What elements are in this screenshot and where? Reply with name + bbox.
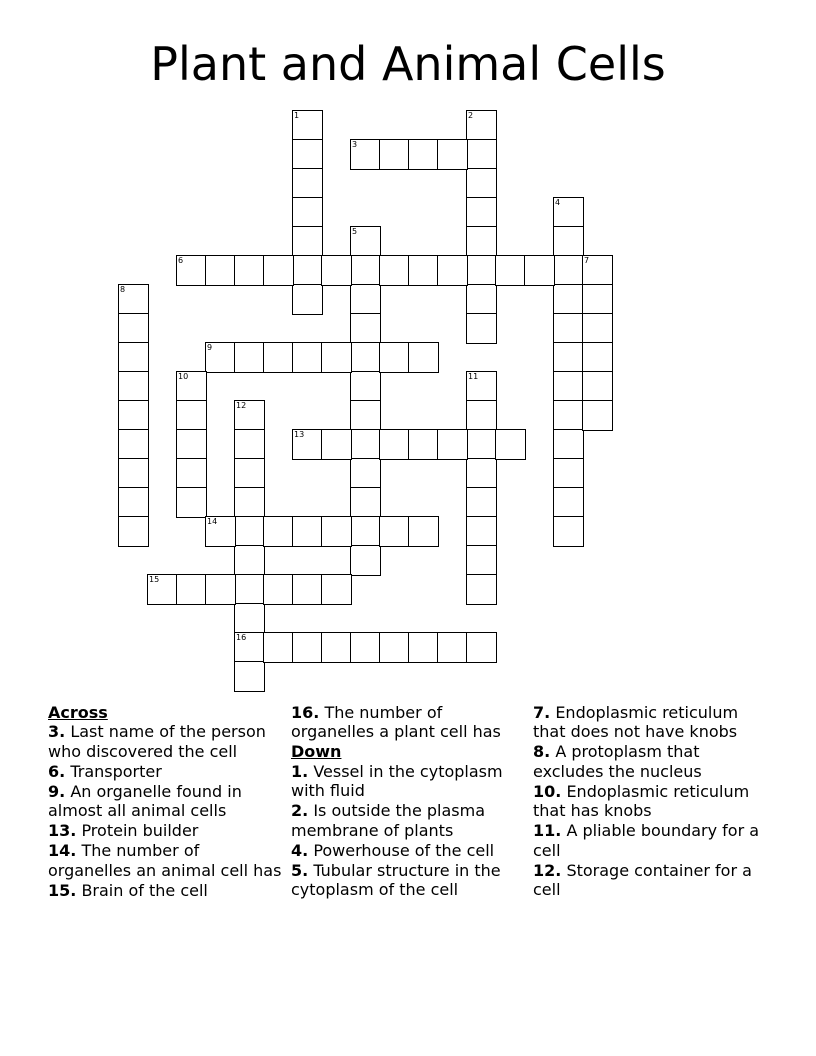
clue-down-12: 12. Storage container for a cell bbox=[533, 860, 752, 900]
grid-cell[interactable] bbox=[292, 139, 323, 170]
grid-cell[interactable] bbox=[466, 168, 497, 199]
grid-cell[interactable] bbox=[466, 545, 497, 576]
grid-cell[interactable] bbox=[466, 226, 497, 257]
grid-cell[interactable] bbox=[321, 632, 352, 663]
grid-cell[interactable] bbox=[466, 458, 497, 489]
clue-down-2: 2. Is outside the plasma membrane of plants bbox=[291, 801, 485, 840]
grid-cell[interactable] bbox=[350, 545, 381, 576]
grid-cell[interactable] bbox=[466, 110, 497, 141]
grid-cell[interactable] bbox=[292, 574, 323, 605]
grid-cell[interactable] bbox=[495, 429, 526, 460]
grid-cell[interactable] bbox=[292, 226, 323, 257]
grid-cell[interactable] bbox=[321, 429, 352, 460]
grid-cell[interactable] bbox=[292, 516, 323, 547]
grid-cell[interactable] bbox=[205, 255, 236, 286]
grid-cell[interactable] bbox=[582, 371, 613, 402]
grid-cell[interactable] bbox=[553, 371, 584, 402]
grid-cell[interactable] bbox=[263, 255, 294, 286]
grid-cell[interactable] bbox=[118, 371, 149, 402]
grid-cell[interactable] bbox=[118, 313, 149, 344]
grid-cell[interactable] bbox=[350, 284, 381, 315]
grid-number: 8 bbox=[120, 285, 126, 294]
grid-cell[interactable] bbox=[466, 400, 497, 431]
grid-cell[interactable] bbox=[321, 574, 352, 605]
grid-number: 1 bbox=[294, 111, 300, 120]
grid-cell[interactable] bbox=[263, 574, 294, 605]
grid-number: 7 bbox=[584, 256, 590, 265]
grid-cell[interactable] bbox=[553, 226, 584, 257]
grid-cell[interactable] bbox=[321, 516, 352, 547]
grid-cell[interactable] bbox=[408, 255, 439, 286]
grid-cell[interactable] bbox=[234, 458, 265, 489]
clues-column-3 bbox=[533, 703, 769, 900]
grid-cell[interactable] bbox=[350, 313, 381, 344]
grid-number: 5 bbox=[352, 227, 358, 236]
grid-cell[interactable] bbox=[379, 255, 410, 286]
grid-cell[interactable] bbox=[118, 516, 149, 547]
grid-cell[interactable] bbox=[234, 661, 265, 692]
grid-cell[interactable] bbox=[234, 574, 265, 605]
grid-cell[interactable] bbox=[379, 516, 410, 547]
grid-cell[interactable] bbox=[118, 429, 149, 460]
clue-down-10: 10. Endoplasmic reticulum that has knobs bbox=[533, 781, 750, 821]
grid-cell[interactable] bbox=[350, 139, 381, 170]
grid-cell[interactable] bbox=[234, 400, 265, 431]
grid-number: 16 bbox=[236, 633, 247, 642]
grid-cell[interactable] bbox=[466, 255, 497, 286]
grid-cell[interactable] bbox=[176, 487, 207, 518]
grid-cell[interactable] bbox=[466, 284, 497, 315]
grid-number: 3 bbox=[352, 140, 358, 149]
clue-across-3: 3. Last name of the person who discovered the cell bbox=[48, 722, 266, 761]
clue-down-8: 8. A protoplasm that excludes the nucleus bbox=[533, 742, 702, 781]
grid-cell[interactable] bbox=[466, 313, 497, 344]
grid-cell[interactable] bbox=[379, 342, 410, 373]
grid-cell[interactable] bbox=[292, 632, 323, 663]
grid-cell[interactable] bbox=[582, 342, 613, 373]
clue-across-15: 15. Brain of the cell bbox=[48, 880, 208, 900]
grid-cell[interactable] bbox=[205, 516, 236, 547]
grid-cell[interactable] bbox=[118, 400, 149, 431]
grid-cell[interactable] bbox=[176, 371, 207, 402]
grid-cell[interactable] bbox=[582, 255, 613, 286]
grid-cell[interactable] bbox=[118, 342, 149, 373]
grid-number: 2 bbox=[468, 111, 474, 120]
grid-cell[interactable] bbox=[350, 632, 381, 663]
grid-cell[interactable] bbox=[234, 487, 265, 518]
grid-cell[interactable] bbox=[582, 284, 613, 315]
grid-cell[interactable] bbox=[292, 197, 323, 228]
grid-cell[interactable] bbox=[350, 342, 381, 373]
grid-cell[interactable] bbox=[466, 487, 497, 518]
grid-cell[interactable] bbox=[350, 371, 381, 402]
grid-cell[interactable] bbox=[234, 516, 265, 547]
grid-cell[interactable] bbox=[466, 197, 497, 228]
grid-cell[interactable] bbox=[292, 110, 323, 141]
grid-cell[interactable] bbox=[176, 429, 207, 460]
grid-cell[interactable] bbox=[292, 168, 323, 199]
grid-number: 9 bbox=[207, 343, 213, 352]
grid-cell[interactable] bbox=[147, 574, 178, 605]
grid-cell[interactable] bbox=[553, 458, 584, 489]
grid-cell[interactable] bbox=[466, 574, 497, 605]
grid-cell[interactable] bbox=[466, 429, 497, 460]
clues-column-1 bbox=[48, 703, 286, 901]
down-heading: Down bbox=[291, 742, 342, 762]
clue-down-1: 1. Vessel in the cytoplasm with fluid bbox=[291, 761, 503, 801]
grid-cell[interactable] bbox=[350, 226, 381, 257]
grid-cell[interactable] bbox=[582, 400, 613, 431]
grid-cell[interactable] bbox=[350, 255, 381, 286]
grid-cell[interactable] bbox=[466, 371, 497, 402]
grid-cell[interactable] bbox=[118, 458, 149, 489]
grid-cell[interactable] bbox=[350, 429, 381, 460]
clue-across-6: 6. Transporter bbox=[48, 761, 162, 781]
grid-number: 12 bbox=[236, 401, 247, 410]
grid-cell[interactable] bbox=[408, 139, 439, 170]
clue-down-11: 11. A pliable boundary for a cell bbox=[533, 821, 760, 860]
grid-cell[interactable] bbox=[350, 516, 381, 547]
grid-cell[interactable] bbox=[408, 632, 439, 663]
grid-cell[interactable] bbox=[553, 487, 584, 518]
grid-cell[interactable] bbox=[234, 632, 265, 663]
grid-cell[interactable] bbox=[292, 284, 323, 315]
grid-cell[interactable] bbox=[379, 632, 410, 663]
grid-cell[interactable] bbox=[466, 516, 497, 547]
across-heading: Across bbox=[48, 703, 108, 722]
grid-cell[interactable] bbox=[321, 255, 352, 286]
grid-cell[interactable] bbox=[437, 255, 468, 286]
grid-cell[interactable] bbox=[466, 139, 497, 170]
grid-cell[interactable] bbox=[379, 139, 410, 170]
grid-cell[interactable] bbox=[263, 632, 294, 663]
grid-cell[interactable] bbox=[408, 342, 439, 373]
clue-across-14: 14. The number of organelles an animal cell has bbox=[48, 841, 282, 880]
clue-across-9: 9. An organelle found in almost all animal cells bbox=[48, 781, 242, 821]
grid-cell[interactable] bbox=[553, 284, 584, 315]
grid-cell[interactable] bbox=[350, 487, 381, 518]
grid-cell[interactable] bbox=[234, 342, 265, 373]
grid-cell[interactable] bbox=[408, 516, 439, 547]
grid-cell[interactable] bbox=[553, 313, 584, 344]
grid-cell[interactable] bbox=[466, 632, 497, 663]
grid-cell[interactable] bbox=[350, 458, 381, 489]
grid-cell[interactable] bbox=[234, 603, 265, 634]
page-title: Plant and Animal Cells bbox=[150, 37, 666, 91]
clue-across-16: 16. The number of organelles a plant cell has bbox=[291, 703, 501, 742]
grid-cell[interactable] bbox=[553, 400, 584, 431]
grid-cell[interactable] bbox=[292, 342, 323, 373]
grid-cell[interactable] bbox=[176, 400, 207, 431]
grid-cell[interactable] bbox=[582, 313, 613, 344]
grid-cell[interactable] bbox=[118, 487, 149, 518]
grid-cell[interactable] bbox=[350, 400, 381, 431]
grid-cell[interactable] bbox=[437, 139, 468, 170]
grid-cell[interactable] bbox=[524, 255, 555, 286]
grid-cell[interactable] bbox=[176, 255, 207, 286]
grid-cell[interactable] bbox=[553, 516, 584, 547]
grid-number: 15 bbox=[149, 575, 160, 584]
grid-number: 11 bbox=[468, 372, 479, 381]
grid-cell[interactable] bbox=[379, 429, 410, 460]
grid-cell[interactable] bbox=[495, 255, 526, 286]
grid-cell[interactable] bbox=[263, 516, 294, 547]
grid-number: 4 bbox=[555, 198, 561, 207]
grid-number: 13 bbox=[294, 430, 305, 439]
grid-cell[interactable] bbox=[292, 429, 323, 460]
grid-cell[interactable] bbox=[176, 458, 207, 489]
grid-number: 6 bbox=[178, 256, 184, 265]
grid-number: 10 bbox=[178, 372, 189, 381]
grid-cell[interactable] bbox=[553, 255, 584, 286]
grid-cell[interactable] bbox=[553, 429, 584, 460]
grid-cell[interactable] bbox=[553, 342, 584, 373]
grid-cell[interactable] bbox=[176, 574, 207, 605]
grid-cell[interactable] bbox=[118, 284, 149, 315]
grid-cell[interactable] bbox=[321, 342, 352, 373]
grid-cell[interactable] bbox=[205, 574, 236, 605]
grid-cell[interactable] bbox=[234, 429, 265, 460]
grid-cell[interactable] bbox=[408, 429, 439, 460]
grid-cell[interactable] bbox=[234, 545, 265, 576]
clue-down-4: 4. Powerhouse of the cell bbox=[291, 840, 495, 860]
grid-cell[interactable] bbox=[553, 197, 584, 228]
grid-number: 14 bbox=[207, 517, 218, 526]
clue-across-13: 13. Protein builder bbox=[48, 821, 199, 841]
grid-cell[interactable] bbox=[292, 255, 323, 286]
clue-down-7: 7. Endoplasmic reticulum that does not have knobs bbox=[533, 703, 739, 742]
grid-cell[interactable] bbox=[234, 255, 265, 286]
grid-cell[interactable] bbox=[205, 342, 236, 373]
grid-cell[interactable] bbox=[263, 342, 294, 373]
grid-cell[interactable] bbox=[437, 632, 468, 663]
clues-column-2 bbox=[291, 703, 527, 900]
grid-cell[interactable] bbox=[437, 429, 468, 460]
clue-down-5: 5. Tubular structure in the cytoplasm of the cell bbox=[291, 860, 501, 900]
